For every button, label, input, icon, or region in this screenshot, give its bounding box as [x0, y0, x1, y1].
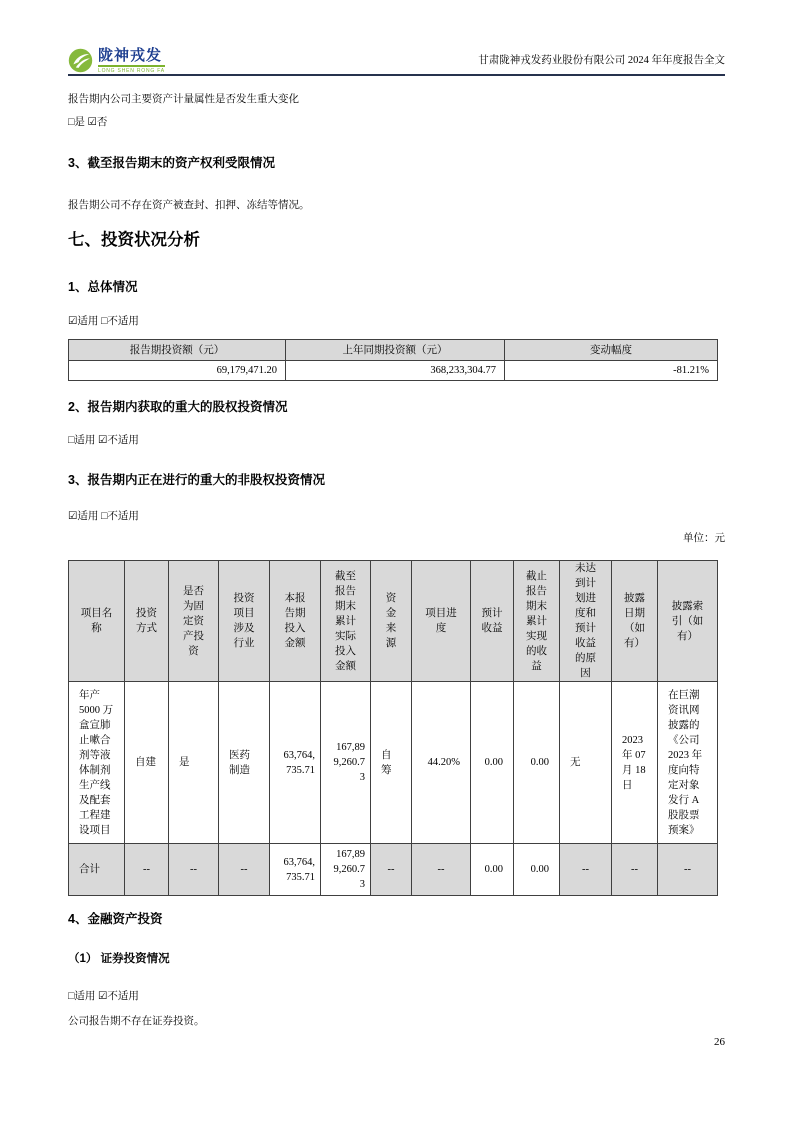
section3-body: 报告期公司不存在资产被查封、扣押、冻结等情况。	[68, 200, 310, 211]
column-header: 预计收益	[471, 561, 514, 682]
total-row	[69, 844, 718, 896]
table-header-row	[69, 561, 718, 682]
period-invested-amount: 63,764,735.71	[270, 682, 321, 844]
total-cell: --	[658, 844, 718, 896]
total-cell: --	[219, 844, 270, 896]
sub4-applicability-checkboxes: □适用 ☑不适用	[68, 991, 139, 1002]
total-label: 合计	[69, 844, 125, 896]
sub4-body: 公司报告期不存在证券投资。	[68, 1016, 205, 1027]
is-fixed-asset: 是	[169, 682, 219, 844]
total-cell: --	[169, 844, 219, 896]
total-cumulative-invested: 167,899,260.73	[321, 844, 371, 896]
section7-sub2-heading: 2、报告期内获取的重大的股权投资情况	[68, 400, 288, 414]
unit-label: 单位：元	[683, 533, 725, 544]
change-rate: -81.21%	[505, 361, 718, 381]
column-header: 投资方式	[125, 561, 169, 682]
delay-reason: 无	[560, 682, 612, 844]
company-logo	[68, 48, 165, 74]
column-header: 投资项目涉及行业	[219, 561, 270, 682]
industry: 医药制造	[219, 682, 270, 844]
column-header: 披露索引（如有）	[658, 561, 718, 682]
total-cell: --	[412, 844, 471, 896]
asset-measurement-question: 报告期内公司主要资产计量属性是否发生重大变化	[68, 94, 299, 105]
column-header: 项目进度	[412, 561, 471, 682]
sub2-applicability-checkboxes: □适用 ☑不适用	[68, 435, 139, 446]
column-header: 本报告期投入金额	[270, 561, 321, 682]
project-row	[69, 682, 718, 844]
column-header: 披露日期（如有）	[612, 561, 658, 682]
total-period-invested: 63,764,735.71	[270, 844, 321, 896]
column-header: 资金来源	[371, 561, 412, 682]
project-progress: 44.20%	[412, 682, 471, 844]
investment-method: 自建	[125, 682, 169, 844]
section7-sub3-heading: 3、报告期内正在进行的重大的非股权投资情况	[68, 473, 325, 487]
expected-return: 0.00	[471, 682, 514, 844]
column-header: 截至报告期末累计实际投入金额	[321, 561, 371, 682]
asset-measurement-checkboxes: □是 ☑否	[68, 117, 108, 128]
total-expected-return: 0.00	[471, 844, 514, 896]
table-header-row	[69, 340, 718, 361]
page-header	[68, 48, 725, 73]
section3-heading: 3、截至报告期末的资产权利受限情况	[68, 156, 275, 170]
total-cell: --	[612, 844, 658, 896]
column-header: 报告期投资额（元）	[69, 340, 286, 361]
non-equity-investment-table	[68, 560, 718, 896]
total-cell: --	[560, 844, 612, 896]
securities-investment-heading: （1） 证券投资情况	[68, 953, 170, 965]
column-header: 上年同期投资额（元）	[286, 340, 505, 361]
brand-name-en: LONG SHEN RONG FA	[98, 65, 165, 74]
section7-heading: 七、投资状况分析	[68, 231, 200, 249]
document-title: 甘肃陇神戎发药业股份有限公司 2024 年年度报告全文	[478, 55, 725, 66]
brand-name-cn: 陇神戎发	[98, 47, 163, 64]
column-header: 项目名称	[69, 561, 125, 682]
disclosure-date: 2023 年 07 月 18 日	[612, 682, 658, 844]
page-number: 26	[714, 1036, 725, 1048]
fund-source: 自筹	[371, 682, 412, 844]
total-cell: --	[371, 844, 412, 896]
report-period-investment: 69,179,471.20	[69, 361, 286, 381]
project-name: 年产 5000 万盒宣肺止嗽合剂等液体制剂生产线及配套工程建设项目	[69, 682, 125, 844]
total-cell: --	[125, 844, 169, 896]
section7-sub4-heading: 4、金融资产投资	[68, 912, 163, 926]
brand-text	[98, 48, 165, 74]
header-divider	[68, 74, 725, 76]
sub1-applicability-checkboxes: ☑适用 □不适用	[68, 316, 139, 327]
column-header: 截止报告期末累计实现的收益	[514, 561, 560, 682]
overall-investment-table	[68, 339, 718, 381]
column-header: 是否为固定资产投资	[169, 561, 219, 682]
sub3-applicability-checkboxes: ☑适用 □不适用	[68, 511, 139, 522]
table-row	[69, 361, 718, 381]
total-realized-return: 0.00	[514, 844, 560, 896]
company-logo-icon	[68, 48, 93, 73]
column-header: 变动幅度	[505, 340, 718, 361]
realized-return: 0.00	[514, 682, 560, 844]
disclosure-index: 在巨潮资讯网披露的《公司 2023 年度向特定对象发行 A 股股票预案》	[658, 682, 718, 844]
column-header: 未达到计划进度和预计收益的原因	[560, 561, 612, 682]
section7-sub1-heading: 1、总体情况	[68, 280, 138, 294]
cumulative-invested-amount: 167,899,260.73	[321, 682, 371, 844]
prior-period-investment: 368,233,304.77	[286, 361, 505, 381]
